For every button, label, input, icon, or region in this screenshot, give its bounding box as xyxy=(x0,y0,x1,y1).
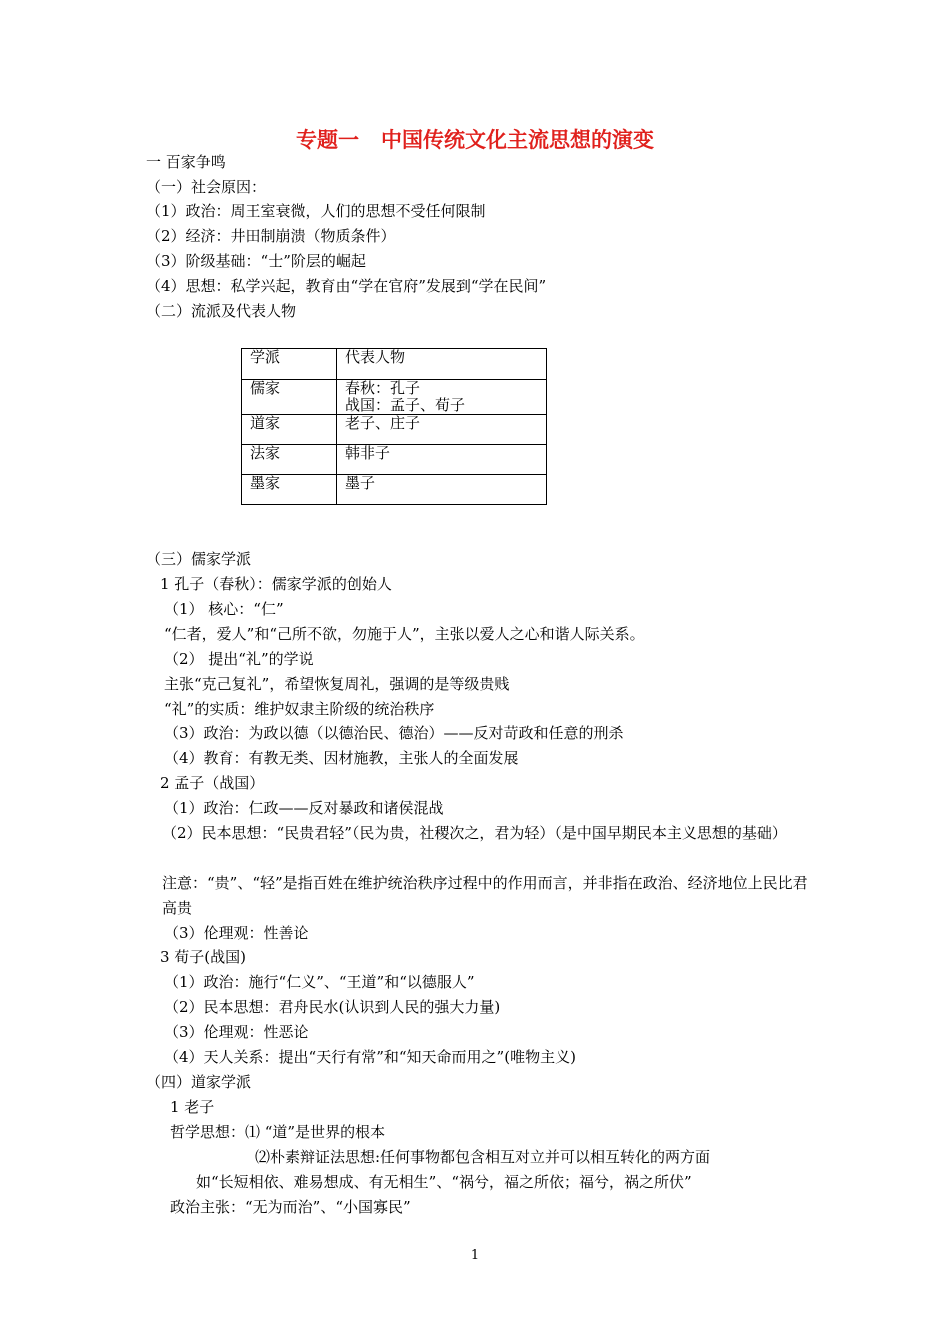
table-header-row xyxy=(242,349,547,380)
page-number: 1 xyxy=(470,1248,480,1263)
person-line: 春秋：孔子 xyxy=(345,379,421,397)
text-line: 哲学思想：⑴ “道”是世界的根本 xyxy=(170,1123,386,1141)
person-heading: 1 老子 xyxy=(170,1098,215,1116)
text-line: “礼”的实质：维护奴隶主阶级的统治秩序 xyxy=(164,700,435,718)
table-header-cell: 代表人物 xyxy=(337,349,547,380)
text-line: （2）民本思想：君舟民水(认识到人民的强大力量) xyxy=(164,998,501,1016)
table-cell-school: 儒家 xyxy=(242,380,337,415)
text-line: 主张“克己复礼”，希望恢复周礼，强调的是等级贵贱 xyxy=(164,675,510,693)
text-line: “仁者，爱人”和“己所不欲，勿施于人”，主张以爱人之心和谐人际关系。 xyxy=(164,625,645,643)
table-row xyxy=(242,475,547,505)
text-line: 政治主张：“无为而治”、“小国寡民” xyxy=(170,1198,411,1216)
person-heading: 2 孟子（战国） xyxy=(160,774,265,792)
text-line: （1） 核心：“仁” xyxy=(164,600,284,618)
text-line: （1）政治：仁政——反对暴政和诸侯混战 xyxy=(164,799,444,817)
subheading: （三）儒家学派 xyxy=(146,550,252,568)
person-heading: 3 荀子(战国) xyxy=(160,948,247,966)
table-cell-school: 道家 xyxy=(242,415,337,445)
text-line: （4）思想：私学兴起，教育由“学在官府”发展到“学在民间” xyxy=(146,277,547,295)
subheading: （二）流派及代表人物 xyxy=(146,302,297,320)
text-line: （4）天人关系：提出“天行有常”和“知天命而用之”(唯物主义) xyxy=(164,1048,576,1066)
text-line: （1）政治：周王室衰微，人们的思想不受任何限制 xyxy=(146,202,486,220)
text-line: （3）伦理观：性善论 xyxy=(164,924,309,942)
schools-table xyxy=(241,348,547,505)
table-cell-school: 墨家 xyxy=(242,475,337,505)
table-cell-people: 韩非子 xyxy=(337,445,547,475)
person-heading: 1 孔子（春秋）：儒家学派的创始人 xyxy=(160,575,392,593)
text-line: ⑵朴素辩证法思想:任何事物都包含相互对立并可以相互转化的两方面 xyxy=(255,1148,711,1166)
person-line: 战国：孟子、荀子 xyxy=(345,396,466,414)
text-paragraph: （2）民本思想：“民贵君轻”（民为贵，社稷次之，君为轻）（是中国早期民本主义思想的基础） xyxy=(162,824,787,842)
text-line: （4）教育：有教无类、因材施教，主张人的全面发展 xyxy=(164,749,519,767)
text-paragraph: 注意：“贵”、“轻”是指百姓在维护统治秩序过程中的作用而言，并非指在政治、经济地位上民比君高贵 xyxy=(162,874,808,917)
table-row xyxy=(242,415,547,445)
text-line: 如“长短相依、难易想成、有无相生”、“祸兮，福之所依；福兮，祸之所伏” xyxy=(196,1173,692,1191)
text-line: （1）政治：施行“仁义”、“王道”和“以德服人” xyxy=(164,973,475,991)
text-line: （2）经济：井田制崩溃（物质条件） xyxy=(146,227,396,245)
section-heading: 一 百家争鸣 xyxy=(146,153,226,171)
text-line: （3）阶级基础：“士”阶层的崛起 xyxy=(146,252,366,270)
page-title: 专题一 中国传统文化主流思想的演变 xyxy=(296,128,654,152)
subheading: （四）道家学派 xyxy=(146,1073,252,1091)
table-row xyxy=(242,445,547,475)
table-header-cell: 学派 xyxy=(242,349,337,380)
table-cell-people: 老子、庄子 xyxy=(337,415,547,445)
table-cell-people: 墨子 xyxy=(337,475,547,505)
text-line: （3）政治：为政以德（以德治民、德治）——反对苛政和任意的刑杀 xyxy=(164,724,624,742)
text-line: （3）伦理观：性恶论 xyxy=(164,1023,309,1041)
table-row xyxy=(242,380,547,415)
text-line: （2） 提出“礼”的学说 xyxy=(164,650,314,668)
subheading: （一）社会原因： xyxy=(146,178,267,196)
table-cell-people xyxy=(337,380,547,415)
table-cell-school: 法家 xyxy=(242,445,337,475)
